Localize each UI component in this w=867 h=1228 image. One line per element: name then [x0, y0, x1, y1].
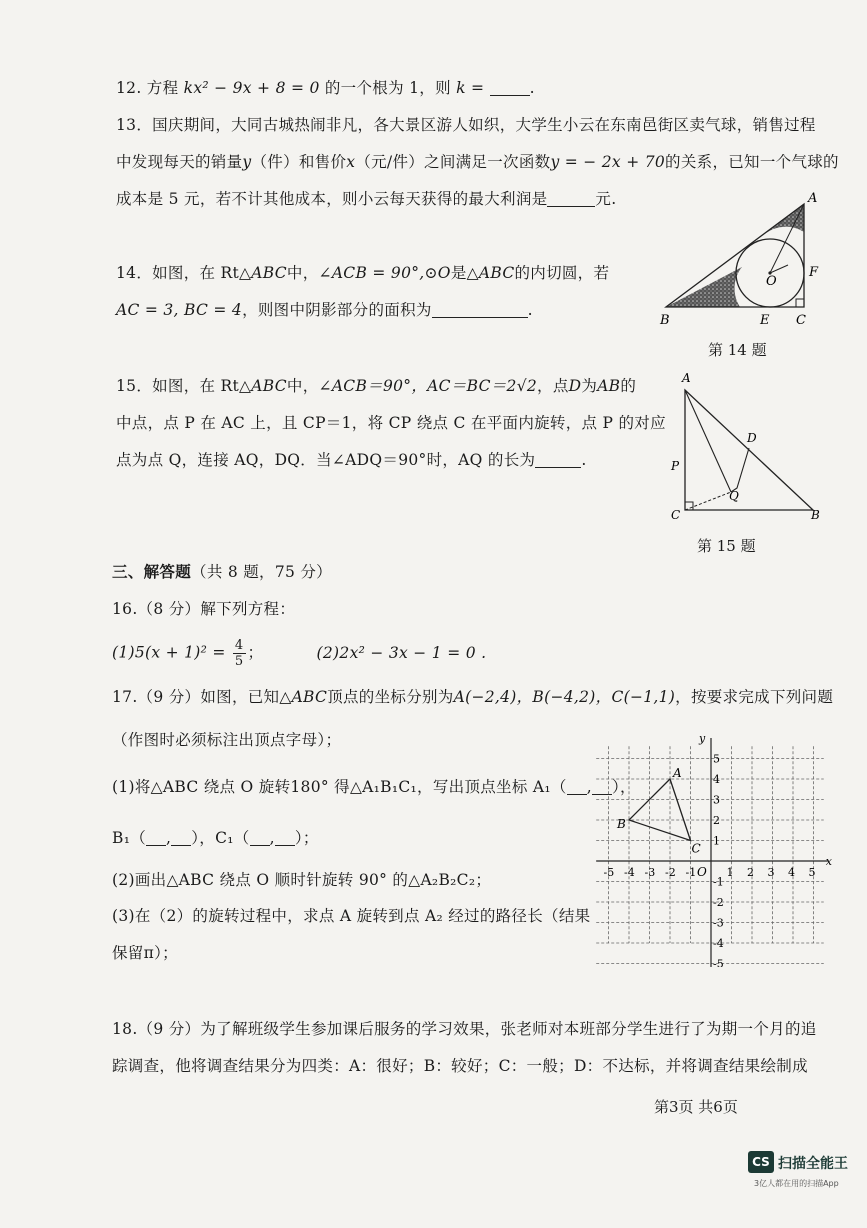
q15-label-C: C: [671, 508, 681, 522]
q14-text: 14．如图，在 Rt△: [116, 264, 252, 282]
q15-label-B: B: [811, 508, 820, 522]
q17-points: A(−2,4)，B(−4,2)，C(−1,1): [453, 688, 676, 706]
q15-segment-DQ: [731, 448, 749, 492]
scanner-app-name: 扫描全能王: [778, 1156, 848, 1172]
y-tick-label: -4: [713, 937, 724, 950]
q12-number: 12.: [116, 79, 142, 97]
q15-line-1: [116, 374, 636, 396]
q12-equation: kx² − 9x + 8 = 0: [183, 79, 320, 97]
q15-given: ∠ACB＝90°，AC＝BC＝2√2: [318, 377, 538, 395]
q16-denominator: 5: [234, 654, 244, 669]
section-3-title: 三、解答题: [112, 562, 192, 581]
q17-line-1: [112, 685, 833, 707]
q13-unit-2: （元/件）之间满足一次函数: [355, 153, 551, 171]
q15-abc: ABC: [251, 377, 287, 395]
q15-period: .: [581, 451, 587, 469]
q12-text-2: 的一个根为 1，则: [324, 79, 451, 97]
q17-text: 17.（9 分）如图，已知△: [112, 688, 292, 706]
q14-right-angle: [796, 299, 804, 307]
q15-line-3: [116, 448, 587, 470]
q15-text-5: 的: [620, 377, 637, 395]
q13-text-3: 成本是 5 元，若不计其他成本，则小云每天获得的最大利润是: [116, 190, 548, 208]
q17-origin-label: O: [697, 865, 707, 879]
x-tick-label: 5: [808, 866, 816, 879]
q17-label-C: C: [691, 841, 701, 856]
q15-segment-AQ: [685, 390, 731, 492]
section-3-heading: [112, 560, 332, 582]
q17-label-B: B: [617, 817, 626, 831]
q14-text-2: 中，: [286, 264, 319, 282]
q13-text-2: 的关系，已知一个气球的: [665, 153, 839, 171]
q17-c1-comma: ,: [269, 829, 275, 847]
x-tick-label: 4: [788, 866, 795, 879]
y-tick-label: 1: [713, 834, 720, 848]
q14-label-F: F: [809, 265, 819, 280]
q15-text-2: 中，: [286, 377, 319, 395]
q14-given: AC = 3, BC = 4: [116, 301, 243, 319]
y-tick-label: 3: [713, 793, 720, 807]
q17-a1-x-blank[interactable]: [567, 779, 587, 796]
q17-line-3: [112, 775, 636, 797]
q12-k: k =: [456, 79, 485, 97]
q13-function: y = − 2x + 70: [550, 153, 666, 171]
q17-tick-labels: [604, 753, 816, 968]
q15-figure: [665, 368, 825, 524]
q13-line-2: [116, 150, 839, 172]
q15-label-D: D: [747, 431, 757, 445]
q15-segment-CQ: [685, 492, 731, 510]
q15-text: 15．如图，在 Rt△: [116, 377, 252, 395]
q17-c1-open: ），C₁（: [191, 829, 250, 847]
q18-line-1: 18.（9 分）为了解班级学生参加课后服务的学习效果，张老师对本班部分学生进行了为期一个月的追: [112, 1020, 817, 1038]
q13-text: 中发现每天的销量: [116, 153, 243, 171]
q17-line-4: [112, 826, 319, 848]
scanner-tagline: 3亿人都在用的扫描App: [754, 1179, 839, 1188]
x-tick-label: 1: [726, 866, 734, 879]
q15-text-3: ，点: [537, 377, 569, 395]
q13-var-x: x: [346, 153, 356, 171]
q13-line-1: 13．国庆期间，大同古城热闹非凡，各大景区游人如织，大学生小云在东南邑街区卖气球，销售过程: [116, 116, 816, 134]
q14-answer-blank[interactable]: [432, 302, 528, 319]
q17-c1-close: ）；: [294, 829, 319, 847]
q17-coordinate-grid: [594, 722, 844, 967]
q17-b1-y-blank[interactable]: [171, 830, 191, 847]
q17-triangle-abc: [629, 779, 691, 841]
q15-label-A: A: [682, 371, 691, 385]
x-tick-label: 2: [747, 866, 754, 879]
q16-semicolon: ；: [247, 643, 264, 662]
q15-point-d: D: [568, 377, 582, 395]
y-tick-label: 4: [713, 773, 720, 786]
q15-segment-ab: AB: [597, 377, 621, 395]
section-3-detail: （共 8 题，75 分）: [191, 563, 332, 581]
q18-line-2: 踪调查，他将调查结果分为四类：A：很好；B：较好；C：一般；D：不达标，并将调查结果绘制成: [112, 1057, 808, 1075]
q15-right-angle: [685, 502, 693, 510]
q17-b1-comma: ,: [166, 829, 172, 847]
q15-label-P: P: [671, 459, 680, 473]
q17-line-2: （作图时必须标注出顶点字母）；: [112, 731, 342, 749]
q17-line-5: (2)画出△ABC 绕点 O 顺时针旋转 90° 的△A₂B₂C₂；: [112, 871, 492, 889]
q15-triangle: [685, 390, 813, 510]
y-tick-label: -1: [713, 875, 724, 889]
q14-line-1: [116, 261, 609, 283]
q14-label-B: B: [660, 313, 670, 328]
q17-label-A: A: [673, 766, 682, 780]
q14-text-5: ，则图中阴影部分的面积为: [242, 301, 432, 319]
q16-part-1: (1)5(x + 1)² =: [112, 643, 226, 662]
q17-x-axis-label: x: [825, 855, 833, 868]
y-tick-label: 5: [713, 752, 720, 766]
y-tick-label: -5: [713, 957, 724, 967]
q17-text-3: ，按要求完成下列问题: [675, 688, 834, 706]
q15-line-2: 中点，点 P 在 AC 上，且 CP＝1，将 CP 绕点 C 在平面内旋转，点 P 的对应: [116, 414, 666, 432]
scanner-logo-icon: CS: [748, 1151, 774, 1173]
q16-line-1: 16.（8 分）解下列方程：: [112, 600, 296, 618]
q14-line-2: [116, 298, 533, 320]
q14-label-E: E: [760, 313, 770, 328]
q17-close: ），: [611, 778, 636, 796]
q14-abc: ABC: [251, 264, 287, 282]
q17-part-1: (1)将△ABC 绕点 O 旋转180° 得△A₁B₁C₁，写出顶点坐标 A₁（: [112, 778, 567, 796]
q16-part-2: (2)2x² − 3x − 1 = 0 .: [316, 643, 487, 662]
q17-text-2: 顶点的坐标分别为: [327, 688, 454, 706]
x-tick-label: -2: [665, 866, 676, 879]
q17-b1-open: B₁（: [112, 829, 147, 847]
q17-abc: ABC: [291, 688, 328, 706]
q14-label-A: A: [808, 191, 818, 206]
q12-answer-blank[interactable]: [490, 80, 530, 97]
q14-triangle: [666, 204, 804, 307]
q15-label-Q: Q: [729, 489, 739, 503]
q17-comma: ,: [586, 778, 592, 796]
q16-fraction: [233, 638, 246, 669]
question-12: 12. 方程 kx² − 9x + 8 = 0 的一个根为 1，则 k = .: [116, 79, 535, 97]
q13-line-3: [116, 187, 616, 209]
q14-label-C: C: [796, 313, 806, 328]
q13-unit-1: （件）和售价: [251, 153, 347, 171]
x-tick-label: -1: [685, 866, 697, 879]
q14-period: .: [527, 301, 533, 319]
page-footer: 第3页 共6页: [654, 1098, 738, 1116]
x-tick-label: -5: [603, 866, 615, 879]
q15-text-6: 点为点 Q，连接 AQ，DQ．当∠ADQ＝90°时，AQ 的长为: [116, 451, 536, 469]
q14-label-O: O: [766, 274, 777, 289]
q15-caption: 第 15 题: [697, 537, 756, 555]
q16-line-2: [112, 638, 486, 669]
y-tick-label: -3: [713, 916, 724, 930]
q14-segment-OA: [770, 204, 804, 273]
q17-c1-y-blank[interactable]: [275, 830, 295, 847]
y-tick-label: -2: [713, 896, 724, 909]
q13-text-4: 元.: [595, 190, 617, 208]
q14-abc-2: ABC: [478, 264, 515, 282]
q17-c1-x-blank[interactable]: [250, 830, 270, 847]
q17-line-7: 保留π）；: [112, 944, 178, 962]
q14-angle: ∠ACB = 90°,⊙O: [318, 264, 451, 282]
q12-text: 方程: [146, 79, 179, 97]
x-tick-label: -3: [644, 866, 656, 879]
q17-line-6: (3)在（2）的旋转过程中，求点 A 旋转到点 A₂ 经过的路径长（结果: [112, 907, 591, 925]
q17-grid-lines: [596, 746, 824, 963]
q14-caption: 第 14 题: [708, 341, 767, 359]
q13-answer-blank[interactable]: [547, 191, 595, 208]
scanner-watermark: [748, 1151, 860, 1191]
q17-b1-x-blank[interactable]: [146, 830, 166, 847]
x-tick-label: 3: [767, 866, 775, 879]
q14-text-3: 是△: [450, 264, 479, 282]
q17-y-axis-label: y: [699, 732, 706, 746]
q15-text-4: 为: [581, 377, 598, 395]
q14-radius: [770, 265, 788, 273]
q14-figure: [656, 188, 826, 330]
x-tick-label: -4: [624, 866, 635, 879]
q14-shade-left: [666, 267, 742, 307]
q15-answer-blank[interactable]: [535, 452, 581, 469]
q13-var-y: y: [242, 153, 252, 171]
y-tick-label: 2: [713, 814, 720, 827]
q16-numerator: 4: [234, 638, 244, 653]
q14-text-4: 的内切圆，若: [514, 264, 610, 282]
